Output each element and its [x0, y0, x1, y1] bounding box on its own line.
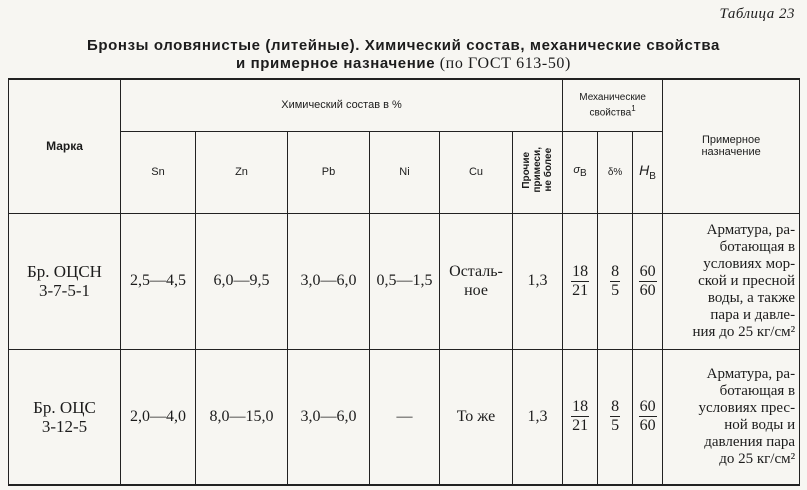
cell-ni: 0,5—1,5	[370, 213, 440, 349]
header-other-impurities-text: Прочие примеси, не более	[521, 146, 555, 193]
table-title-line2-norm: (по ГОСТ 613-50)	[435, 55, 571, 72]
cell-delta: $\frac{8}{5}$	[598, 213, 633, 349]
header-ni: Ni	[370, 131, 440, 213]
table-title-line2-bold: и примерное назначение	[236, 55, 436, 72]
cell-purpose: Арматура, ра- ботающая в условиях прес- ной воды и давления пара до 25 кг/см²	[663, 349, 800, 485]
cell-other: 1,3	[513, 349, 563, 485]
header-grade: Марка	[9, 79, 121, 213]
table-title-line1: Бронзы оловянистые (литейные). Химический состав, механические свойства	[87, 37, 720, 54]
header-mech-props-text: Механические свойства	[579, 92, 646, 119]
header-mech-footnote: 1	[631, 104, 636, 114]
header-mech-props	[563, 79, 663, 131]
header-sn: Sn	[121, 131, 196, 213]
header-delta: δ%	[598, 131, 633, 213]
header-pb: Pb	[288, 131, 370, 213]
cell-pb: 3,0—6,0	[288, 213, 370, 349]
header-sigma: $\sigma_B$	[563, 131, 598, 213]
cell-purpose: Арматура, ра- ботающая в условиях мор- ской и пресной воды, а также пара и давле- ния до 25 кг/см²	[663, 213, 800, 349]
cell-sigma: $\frac{18}{21}$	[563, 213, 598, 349]
header-other-impurities	[513, 131, 563, 213]
cell-cu: То же	[440, 349, 513, 485]
cell-zn: 8,0—15,0	[196, 349, 288, 485]
header-zn: Zn	[196, 131, 288, 213]
cell-delta: $\frac{8}{5}$	[598, 349, 633, 485]
header-chem-composition: Химический состав в %	[121, 79, 563, 131]
cell-grade: Бр. ОЦС 3-12-5	[9, 349, 121, 485]
cell-ni: —	[370, 349, 440, 485]
header-cu: Cu	[440, 131, 513, 213]
cell-other: 1,3	[513, 213, 563, 349]
cell-hb: $\frac{60}{60}$	[633, 213, 663, 349]
table-row	[9, 213, 800, 349]
table-title-line2	[0, 54, 807, 73]
cell-sn: 2,5—4,5	[121, 213, 196, 349]
cell-sigma: $\frac{18}{21}$	[563, 349, 598, 485]
bronze-table	[8, 78, 800, 486]
header-purpose: Примерное назначение	[663, 79, 800, 213]
header-hb: $H_B$	[633, 131, 663, 213]
cell-pb: 3,0—6,0	[288, 349, 370, 485]
cell-zn: 6,0—9,5	[196, 213, 288, 349]
cell-hb: $\frac{60}{60}$	[633, 349, 663, 485]
table-number: Таблица 23	[719, 6, 795, 22]
cell-sn: 2,0—4,0	[121, 349, 196, 485]
table-row	[9, 349, 800, 485]
cell-grade: Бр. ОЦСН 3-7-5-1	[9, 213, 121, 349]
cell-cu: Осталь- ное	[440, 213, 513, 349]
